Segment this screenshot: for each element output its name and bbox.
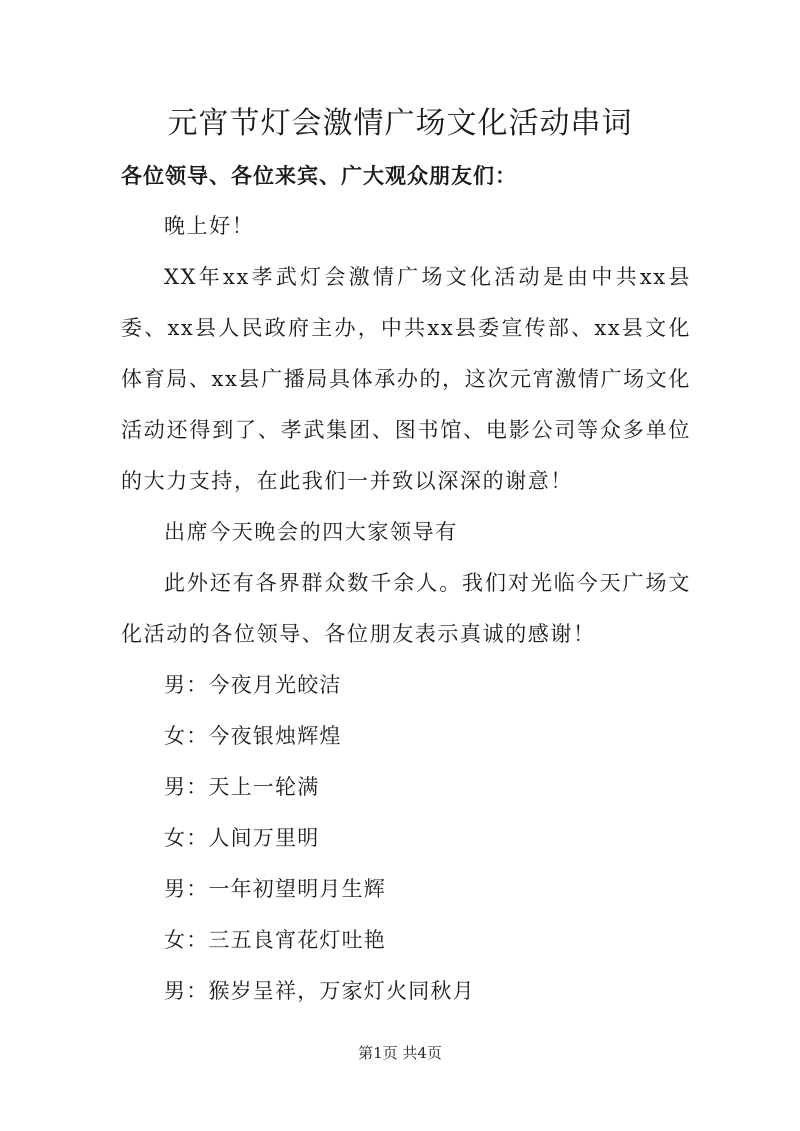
dialogue-line: 女：今夜银烛辉煌 <box>164 724 342 748</box>
salutation: 各位领导、各位来宾、广大观众朋友们： <box>121 163 517 188</box>
paragraph-greeting: 晚上好！ <box>164 214 255 238</box>
dialogue-line: 女：人间万里明 <box>164 826 320 850</box>
dialogue-line: 男：天上一轮满 <box>164 775 320 799</box>
dialogue-line: 男：今夜月光皎洁 <box>164 673 342 697</box>
paragraph-leaders: 出席今天晚会的四大家领导有 <box>164 520 458 544</box>
document-title: 元宵节灯会激情广场文化活动串词 <box>167 106 633 141</box>
paragraph-organizers: XX年xx孝武灯会激情广场文化活动是由中共xx县委、xx县人民政府主办，中共xx县委宣传部、xx县文化体育局、xx县广播局具体承办的，这次元宵激情广场文化活动还得到了、孝武集团、图书馆、电影公司等众多单位的大力支持，在此我们一并致以深深的谢意！ <box>121 265 691 493</box>
page-number-footer: 第1页 共4页 <box>358 1044 442 1062</box>
document-body <box>121 150 691 1017</box>
paragraph-thanks: 此外还有各界群众数千余人。我们对光临今天广场文化活动的各位领导、各位朋友表示真诚的感谢！ <box>121 571 691 646</box>
dialogue-line: 男：一年初望明月生辉 <box>164 877 386 901</box>
dialogue-line: 男：猴岁呈祥，万家灯火同秋月 <box>164 979 475 1003</box>
dialogue-line: 女：三五良宵花灯吐艳 <box>164 928 386 952</box>
